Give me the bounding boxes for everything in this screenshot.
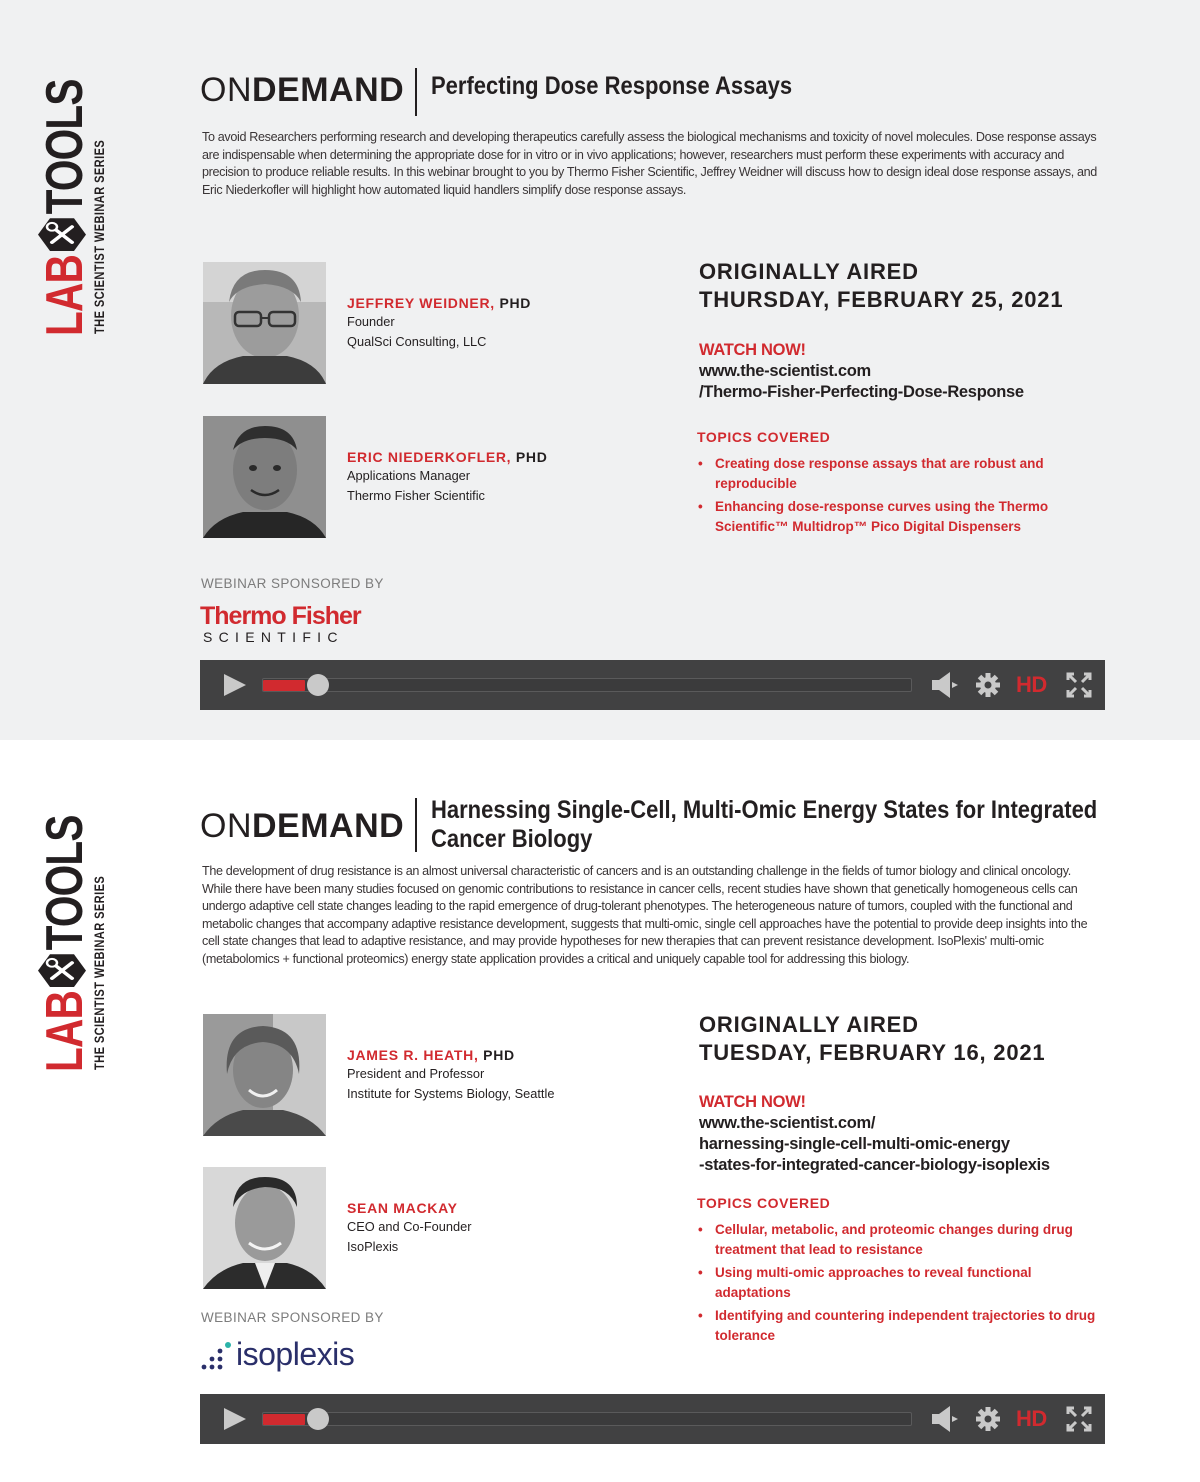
logo-series-text: THE SCIENTIST WEBINAR SERIES [92,139,107,334]
isoplexis-dots-icon [200,1337,234,1377]
webinar-panel-single-cell [0,740,1200,1482]
fullscreen-icon[interactable] [1066,660,1092,710]
speaker-card [203,262,703,384]
gear-icon[interactable] [974,1394,1002,1444]
speaker-photo [203,262,326,384]
header-divider [415,68,417,116]
speaker-org: Institute for Systems Biology, Seattle [347,1086,555,1101]
video-player [200,660,1105,710]
logo-tools-text: TOOLS [36,79,94,215]
header-divider [415,798,417,852]
topics-covered [697,428,1107,540]
speaker-photo [203,416,326,538]
webinar-title: Harnessing Single-Cell, Multi-Omic Energy States for Integrated Cancer Biology [431,796,1098,853]
fullscreen-icon[interactable] [1066,1394,1092,1444]
labtools-logo [36,66,116,336]
progress-fill [263,680,305,691]
watch-url-line[interactable]: /Thermo-Fisher-Perfecting-Dose-Response [699,383,1024,401]
wrench-hex-icon [36,216,88,253]
thermo-fisher-logo[interactable]: Thermo Fisher SCIENTIFIC [200,602,361,645]
watch-url-line[interactable]: www.the-scientist.com/ [699,1114,876,1132]
speaker-role: President and Professor [347,1066,485,1081]
speaker-card [203,1014,703,1136]
progress-knob[interactable] [307,1408,329,1430]
webinar-panel-dose-response [0,0,1200,740]
speaker-role: CEO and Co-Founder [347,1219,472,1234]
video-player [200,1394,1105,1444]
webinar-title: Perfecting Dose Response Assays [431,72,793,100]
topic-item: • Enhancing dose-response curves using the Thermo Scientific™ Multidrop™ Pico Digital Dispensers [698,499,1049,534]
speaker-info [347,294,531,352]
speaker-role: Founder [347,314,395,329]
speaker-org: Thermo Fisher Scientific [347,488,485,503]
aired-info [699,258,1063,314]
labtools-logo [36,802,116,1072]
progress-knob[interactable] [307,674,329,696]
speaker-info [347,1199,471,1257]
sponsored-label: WEBINAR SPONSORED BY [201,1310,384,1325]
gear-icon[interactable] [974,660,1002,710]
progress-bar[interactable] [262,1412,912,1426]
logo-lab-text: LAB [36,254,94,336]
wrench-hex-icon [36,952,88,989]
aired-info [699,1011,1045,1067]
webinar-description: To avoid Researchers performing research and developing therapeutics carefully assess the biological mechanisms and toxicity of novel molecules. Dose response assays are indispensable when determining the appropriate dose for in vitro or in vivo applications; however, researchers must perform these experiments with accuracy and precision to produce reliable results. In this webinar brought to you by Thermo Fisher Scientific, Jeffrey Weidner will discuss how to design ideal dose response assays, and Eric Niederkofler will highlight how automated liquid handlers simplify dose response assays. [202,130,1097,197]
progress-fill [263,1414,305,1425]
hd-button[interactable]: HD [1016,672,1047,697]
logo-lab-text: LAB [36,990,94,1072]
isoplexis-logo[interactable]: isoplexis [200,1337,400,1377]
play-icon[interactable] [220,1394,250,1444]
topic-item: • Cellular, metabolic, and proteomic changes during drug treatment that lead to resistance [698,1222,1073,1257]
progress-bar[interactable] [262,678,912,692]
speaker-card [203,416,703,538]
watch-now-label[interactable]: WATCH NOW! [699,1093,806,1111]
speaker-name: ERIC NIEDERKOFLER, PHD [347,449,548,465]
watch-now-label[interactable]: WATCH NOW! [699,341,806,359]
hd-button[interactable]: HD [1016,1406,1047,1431]
topics-title: TOPICS COVERED [697,429,831,445]
speaker-info [347,448,548,506]
speaker-photo [203,1014,326,1136]
sponsored-label: WEBINAR SPONSORED BY [201,576,384,591]
watch-url-line[interactable]: harnessing-single-cell-multi-omic-energy [699,1135,1010,1153]
logo-tools-text: TOOLS [36,815,94,951]
webinar-description: The development of drug resistance is an almost universal characteristic of cancers and is an outstanding challenge in the fields of tumor biology and clinical oncology. While there have been many studies focused on genomic contributions to resistance in cancer cells, recent studies have shown that genetically homogeneous cells can undergo adaptive cell state changes leading to the rapid emergence of drug-tolerant phenotypes. The heterogeneous nature of tumors, coupled with the functional and metabolic changes that accompany adaptive resistance development, suggests that multi-omic, single cell approaches have the potential to provide deep insights into the cell state changes that lead to adaptive resistance, and may provide hypotheses for new therapies that can prevent resistance development. IsoPlexis' multi-omic (metabolomics + functional proteomics) energy state application provides a critical and uniquely capable tool for addressing this biology. [202,864,1088,966]
ondemand-brand: ONDEMAND [200,807,405,845]
ondemand-brand: ONDEMAND [200,71,405,109]
aired-date: THURSDAY, FEBRUARY 25, 2021 [699,287,1064,312]
aired-label: ORIGINALLY AIRED [699,1012,919,1037]
topic-item: • Identifying and countering independent trajectories to drug tolerance [698,1308,1096,1343]
topics-covered [697,1194,1107,1349]
speaker-photo [203,1167,326,1289]
aired-date: TUESDAY, FEBRUARY 16, 2021 [699,1040,1046,1065]
watch-url-line[interactable]: www.the-scientist.com [699,362,871,380]
speaker-info [347,1046,554,1104]
watch-now[interactable] [699,340,1024,403]
watch-now[interactable] [699,1092,1050,1176]
speaker-org: QualSci Consulting, LLC [347,334,487,349]
volume-icon[interactable] [930,1394,960,1444]
speaker-name: JEFFREY WEIDNER, PHD [347,295,532,311]
speaker-name: SEAN MACKAY [347,1200,458,1216]
play-icon[interactable] [220,660,250,710]
topics-title: TOPICS COVERED [697,1195,831,1211]
speaker-role: Applications Manager [347,468,471,483]
volume-icon[interactable] [930,660,960,710]
speaker-org: IsoPlexis [347,1239,399,1254]
speaker-card [203,1167,703,1289]
watch-url-line[interactable]: -states-for-integrated-cancer-biology-isoplexis [699,1156,1050,1174]
aired-label: ORIGINALLY AIRED [699,259,919,284]
logo-series-text: THE SCIENTIST WEBINAR SERIES [92,875,107,1070]
speaker-name: JAMES R. HEATH, PHD [347,1047,515,1063]
topic-item: • Using multi-omic approaches to reveal functional adaptations [698,1265,1032,1300]
topic-item: • Creating dose response assays that are robust and reproducible [698,456,1044,491]
